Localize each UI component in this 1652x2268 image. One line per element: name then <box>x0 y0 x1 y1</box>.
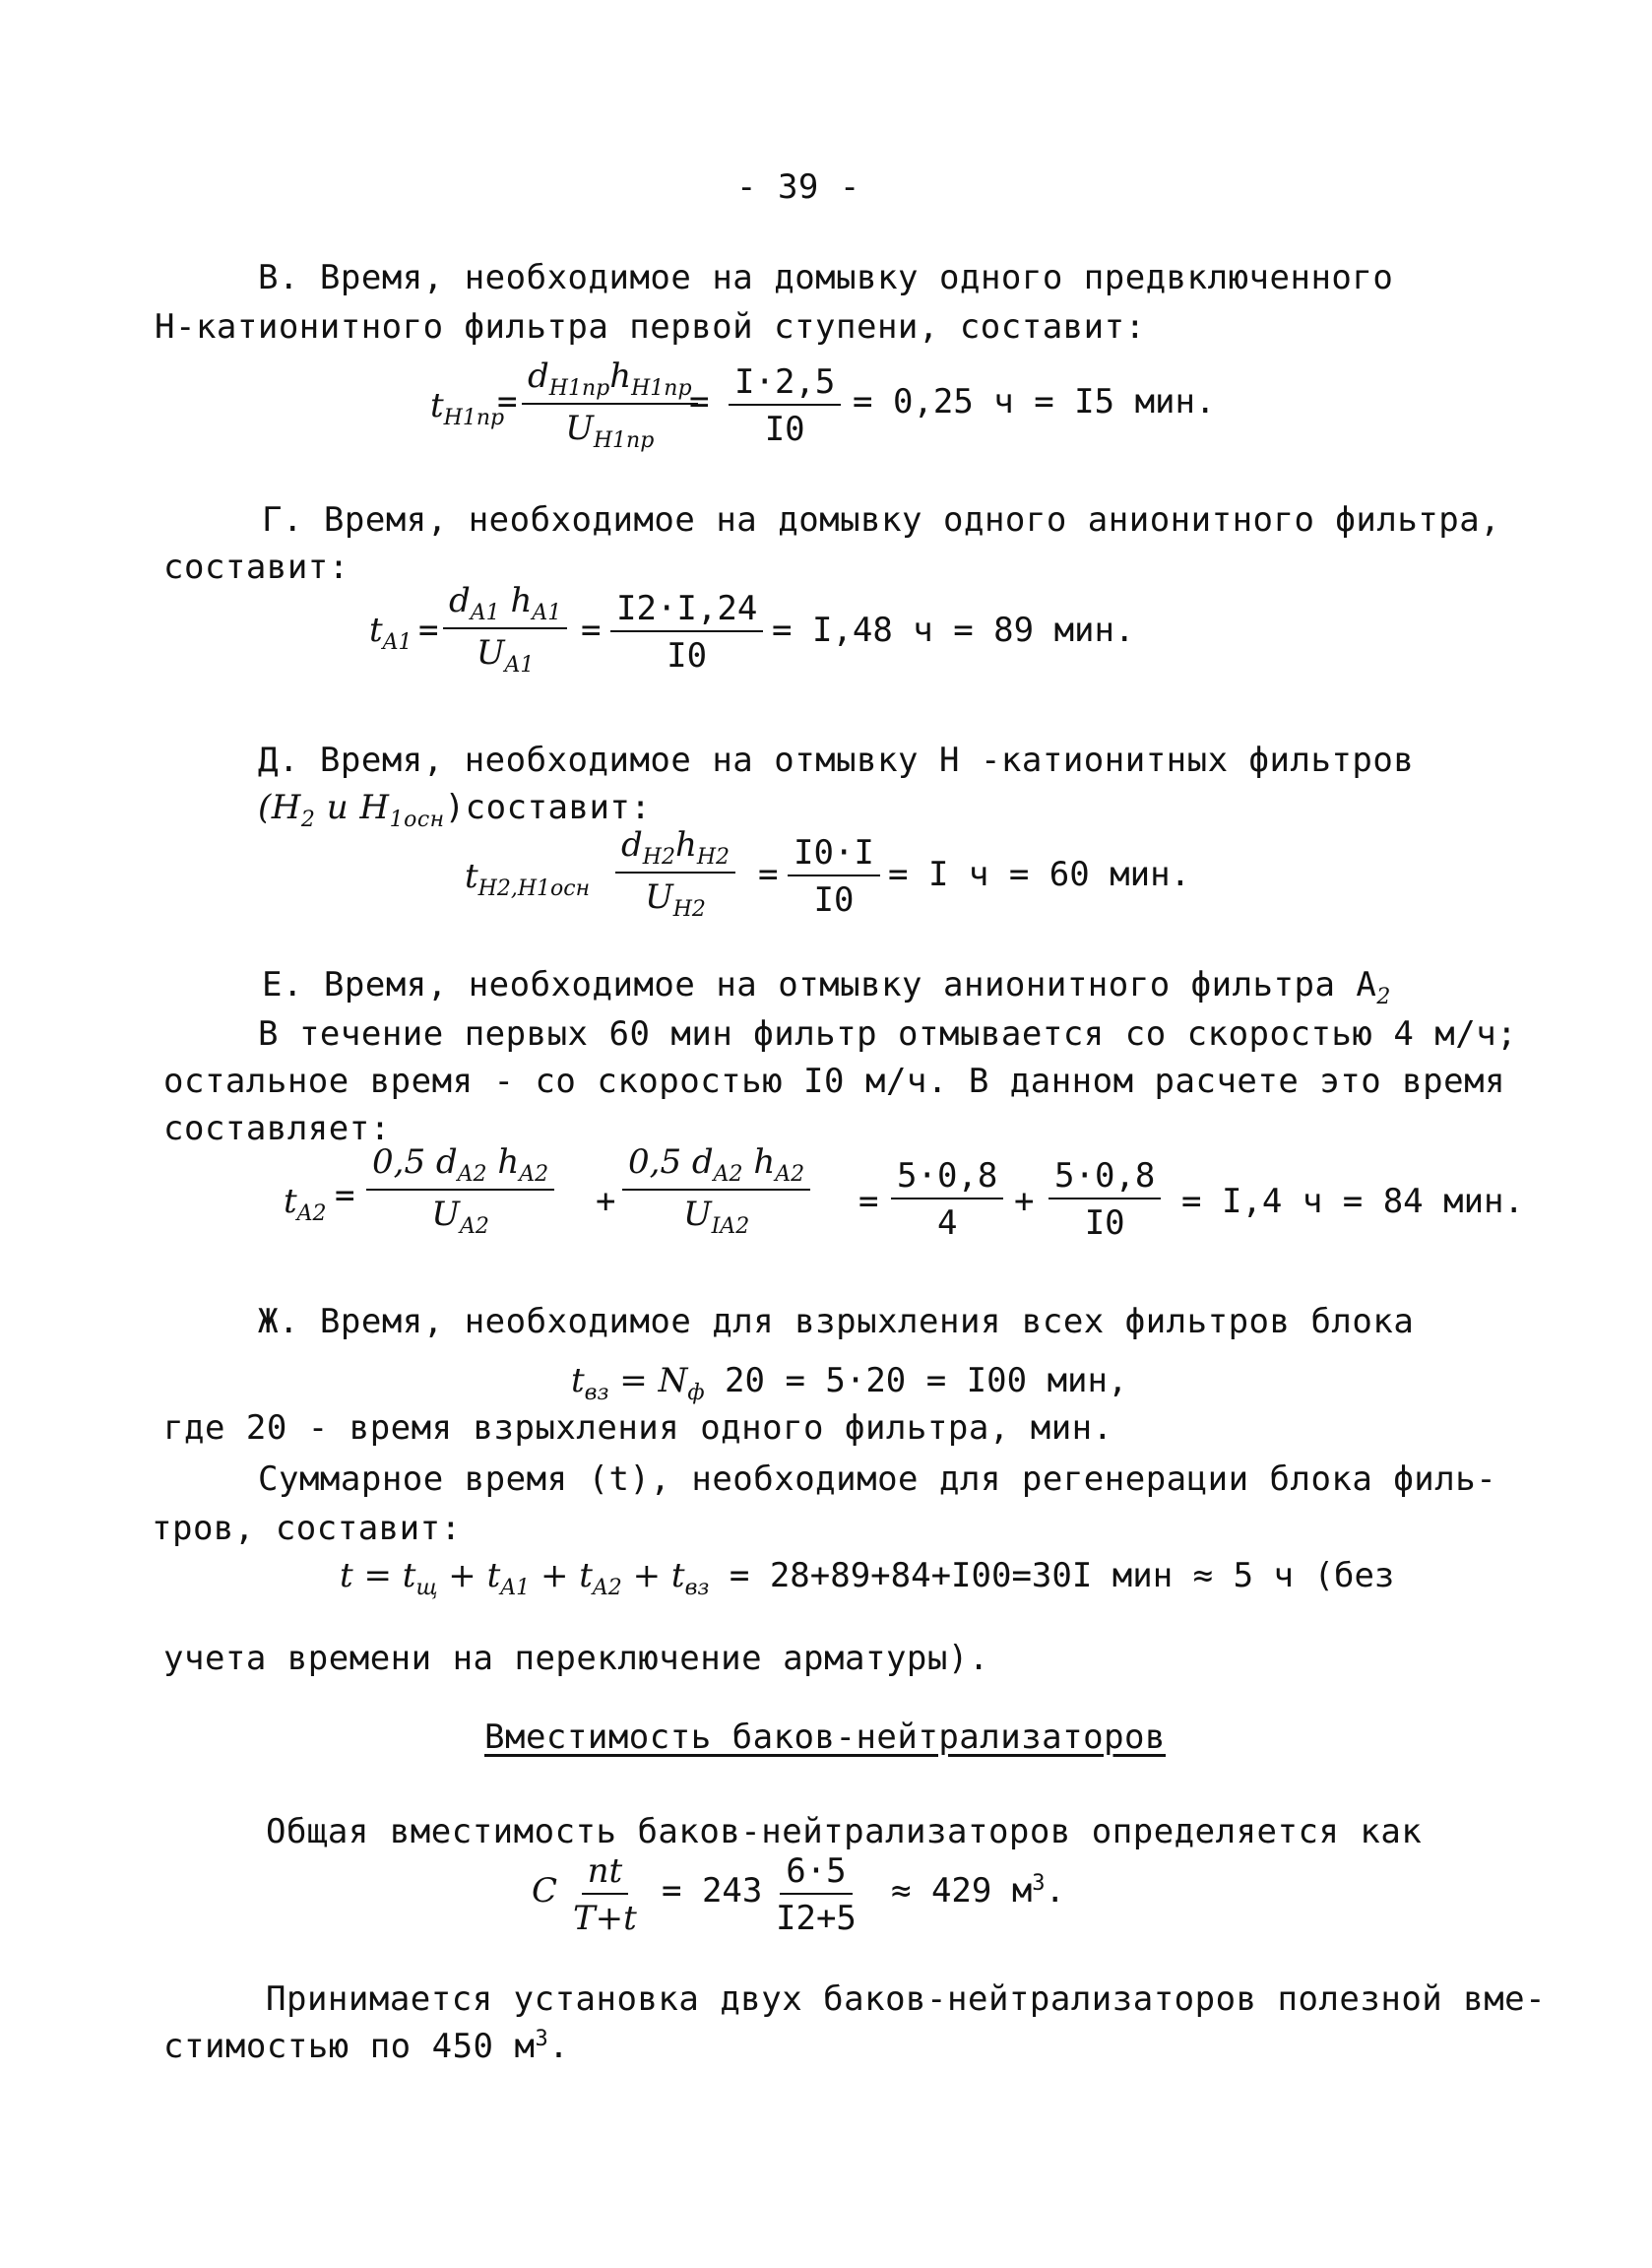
formula-e-plus2: + <box>1014 1182 1035 1221</box>
paragraph-d-line2: ($H_2$ и $H_{1осн})составит$: <box>258 788 652 832</box>
formula-zh: $t_{вз} = N_ф$ 20 = 5·20 = I00 мин, <box>571 1361 1128 1405</box>
section-line2: Принимается установка двух баков-нейтрализаторов полезной вме- <box>266 1979 1547 2019</box>
paragraph-e-line4: составляет: <box>163 1109 391 1148</box>
formula-c-frac1: $\frac{nt}{T+t}$ <box>573 1851 637 1938</box>
formula-e-frac2: 0,5 $d_{A2}$ $h_{A2}$ $U_{IA2}$ <box>622 1142 810 1239</box>
page-number: - 39 - <box>736 167 860 207</box>
paragraph-v-line1: В. Время, необходимое на домывку одного предвключенного <box>258 258 1394 297</box>
paragraph-v-line2: Н-катионитного фильтра первой ступени, составит: <box>155 307 1146 347</box>
formula-g-frac1: $\frac{d_{A1} h_{A1}}{U_{A1}}$ <box>443 581 567 678</box>
paragraph-d-line1: Д. Время, необходимое на отмывку Н -катионитных фильтров <box>258 741 1415 780</box>
formula-c-mid: = 243 <box>662 1871 763 1911</box>
paragraph-zh-line4: тров, составит: <box>152 1509 462 1548</box>
paragraph-g-line1: Г. Время, необходимое на домывку одного анионитного фильтра, <box>262 500 1501 540</box>
formula-g-eq2: = <box>581 611 602 650</box>
formula-c-frac2: $\frac{6\cdot 5}{I2+5}$ <box>776 1851 857 1938</box>
paragraph-e-line1: Е. Время, необходимое на отмывку анионитного фильтра $A_2$ <box>262 965 1391 1009</box>
paragraph-zh-line1: Ж. Время, необходимое для взрыхления всех фильтров блока <box>258 1302 1415 1341</box>
paragraph-zh-line3: Суммарное время (t), необходимое для регенерации блока филь- <box>258 1459 1497 1499</box>
formula-e-frac3: $\frac{5\cdot 0,8}{4}$ <box>891 1156 1003 1243</box>
formula-d-frac1: $\frac{d_{H2}h_{H2}}{U_{H2}}$ <box>615 825 735 922</box>
formula-g-lhs: $t_{A1}$ <box>369 611 413 655</box>
formula-sum: $t = t_щ + t_{A1} + t_{A2} + t_{вз} = 28+89+84+I00=30I$ мин ≈ 5 ч (без <box>340 1556 1395 1600</box>
formula-d-frac2: $\frac{I0\cdot I}{I0}$ <box>788 833 880 920</box>
formula-d-tail: = I ч = 60 мин. <box>888 855 1191 894</box>
formula-v-frac1: $d_{H1пр}h_{H1пр}$ $U_{H1пр}$ <box>522 356 698 453</box>
formula-v-tail: = 0,25 ч = I5 мин. <box>853 382 1216 421</box>
formula-g-tail: = I,48 ч = 89 мин. <box>772 611 1135 650</box>
formula-d-eq: = <box>758 855 779 894</box>
formula-c-letter: C <box>532 1871 558 1911</box>
formula-v-eq1: = <box>497 382 518 421</box>
formula-e-tail: = I,4 ч = 84 мин. <box>1181 1182 1524 1221</box>
section-heading: Вместимость баков-нейтрализаторов <box>484 1717 1167 1757</box>
formula-d-lhs: $t_{H2,H1осн}$ <box>465 857 591 901</box>
paragraph-g-line2: составит: <box>163 548 349 587</box>
formula-g-eq1: = <box>418 611 439 650</box>
formula-v-lhs: $t_{H1пр}$ <box>430 386 505 430</box>
formula-e-frac4: $\frac{5\cdot 0,8}{I0}$ <box>1048 1156 1161 1243</box>
formula-e-eq2: = <box>858 1182 879 1221</box>
formula-e-frac1: $\frac{0,5 d_{A2} h_{A2}}{U_{A2}}$ <box>366 1142 554 1239</box>
formula-v-eq2: = <box>689 382 710 421</box>
section-line3: стимостью по 450 $м^3$. <box>163 2027 570 2066</box>
formula-e-eq1: = <box>335 1176 355 1215</box>
paragraph-e-line3: остальное время - со скоростью I0 м/ч. В данном расчете это время <box>163 1062 1506 1101</box>
formula-e-plus1: + <box>596 1182 616 1221</box>
formula-g-frac2: $\frac{I2\cdot I,24}{I0}$ <box>610 589 763 676</box>
section-line1: Общая вместимость баков-нейтрализаторов определяется как <box>266 1812 1423 1851</box>
paragraph-zh-line5: учета времени на переключение арматуры). <box>163 1639 989 1678</box>
formula-c-tail: ≈ 429 $м^3$. <box>891 1871 1066 1911</box>
paragraph-e-line2: В течение первых 60 мин фильтр отмывается со скоростью 4 м/ч; <box>258 1014 1518 1054</box>
paragraph-zh-line2: где 20 - время взрыхления одного фильтра, мин. <box>163 1408 1113 1448</box>
formula-v-frac2: $\frac{I\cdot 2,5}{I0}$ <box>729 362 841 449</box>
formula-e-lhs: $t_{A2}$ <box>284 1182 327 1226</box>
